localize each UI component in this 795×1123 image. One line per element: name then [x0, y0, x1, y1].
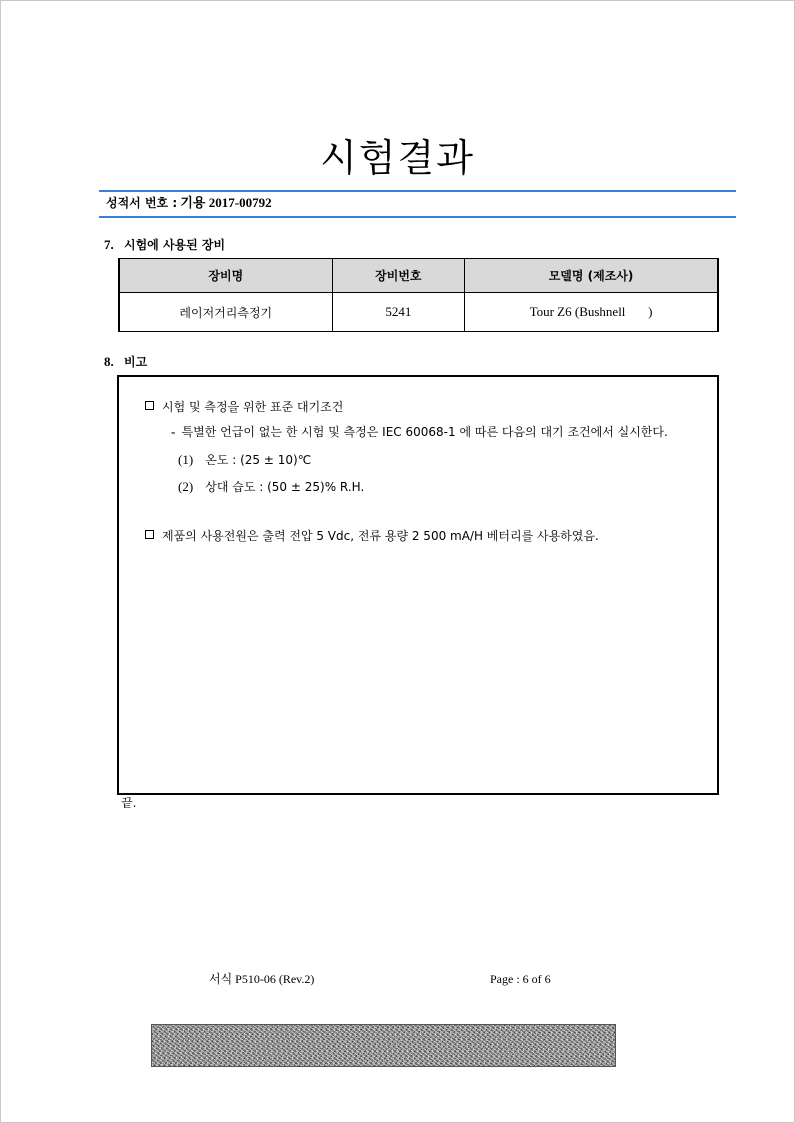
- remark-text: 특별한 언급이 없는 한 시험 및 측정은 IEC 60068-1 에 따른 다음의 대기 조건에서 실시한다.: [181, 425, 668, 439]
- security-pattern-band: [151, 1024, 616, 1067]
- equipment-model-cell: Tour Z6 (Bushnell ): [465, 293, 718, 332]
- remark-condition: [178, 478, 364, 496]
- column-header-name: 장비명: [119, 259, 332, 293]
- section-8-heading: [104, 353, 147, 371]
- column-header-model: 모델명 (제조사): [465, 259, 718, 293]
- header-rule-top: [99, 190, 736, 192]
- equipment-id-cell: 5241: [332, 293, 465, 332]
- report-number-label: 성적서 번호 :: [106, 196, 178, 210]
- section-7-title: 시험에 사용된 장비: [124, 238, 226, 252]
- document-title: 시험결과: [320, 136, 475, 180]
- section-8-title: 비고: [124, 355, 148, 369]
- remark-text: 제품의 사용전원은 출력 전압 5 Vdc, 전류 용량 2 500 mA/H 베터리를 사용하였음.: [162, 529, 599, 543]
- section-7-number: 7.: [104, 237, 114, 252]
- report-number: [106, 194, 272, 212]
- section-7-heading: [104, 236, 225, 254]
- remark-text: 상대 습도 : (50 ± 25)% R.H.: [205, 480, 365, 494]
- condition-number: (1): [178, 452, 194, 467]
- end-mark: 끝.: [121, 796, 137, 810]
- remark-item: [145, 398, 343, 416]
- column-header-id: 장비번호: [332, 259, 465, 293]
- footer-page-number: Page : 6 of 6: [490, 972, 551, 986]
- footer-form-number: 서식 P510-06 (Rev.2): [209, 972, 315, 986]
- table-row: [119, 293, 718, 332]
- checkbox-icon: [145, 530, 154, 539]
- remark-item: [145, 527, 599, 545]
- remark-condition: [178, 451, 311, 469]
- remark-text: 시험 및 측정을 위한 표준 대기조건: [162, 400, 344, 414]
- remark-text: 온도 : (25 ± 10)℃: [205, 453, 312, 467]
- condition-number: (2): [178, 479, 194, 494]
- equipment-name-cell: 레이저거리측정기: [119, 293, 332, 332]
- remark-subitem: [171, 423, 668, 441]
- checkbox-icon: [145, 401, 154, 410]
- header-rule-bottom: [99, 216, 736, 218]
- report-number-value: 기용 2017-00792: [180, 195, 272, 210]
- dash-bullet: -: [171, 424, 176, 439]
- section-8-number: 8.: [104, 354, 114, 369]
- equipment-table: [118, 258, 719, 332]
- table-header-row: [119, 259, 718, 293]
